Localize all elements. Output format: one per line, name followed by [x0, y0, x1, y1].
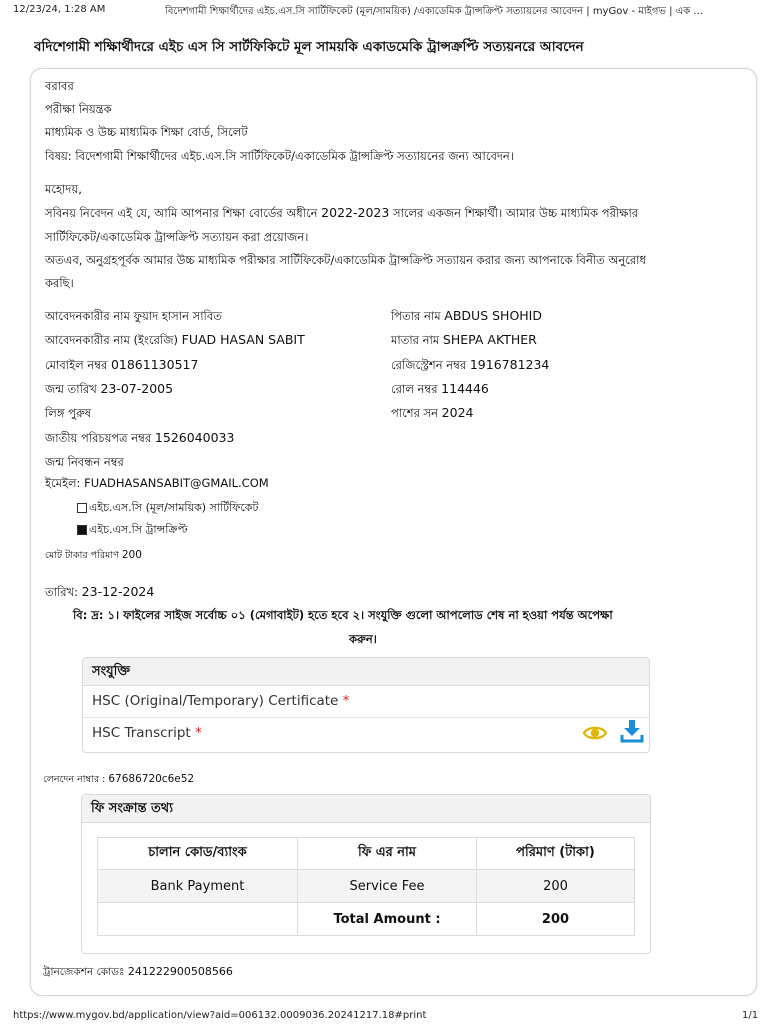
- print-page-title: বিদেশগামী শিক্ষার্থীদের এইচ.এস.সি সার্টিফিকেট (মূল/সাময়িক) /একাডেমিক ট্রান্সক্রিপ্ট সত্যায়নের আবেদন | myGov - মাইগভ | এক ...: [165, 6, 703, 17]
- letter-body-line-4: করছি।: [45, 276, 74, 290]
- option-label: এইচ.এস.সি ট্রান্সক্রিপ্ট: [89, 523, 188, 536]
- page-title: বদিশেগামী শক্ষিার্থীদরে এইচ এস সি সার্টফিকিটে মূল সাময়কি একাডমেকি ট্রান্সক্রপ্টি সত্যয়নরে আবদেন: [34, 39, 584, 55]
- column-header: পরিমাণ (টাকা): [477, 838, 635, 870]
- applicant-email: [45, 475, 269, 494]
- print-footer-url: https://www.mygov.bd/application/view?aid=006132.0009036.20241217.18#print: [13, 1010, 427, 1021]
- field-value: FUAD HASAN SABIT: [181, 332, 305, 347]
- total-amount: [45, 549, 142, 564]
- field-label: মোট টাকার পরিমাণ: [45, 550, 119, 561]
- field-label: লেনদেন নাম্বার :: [43, 774, 106, 785]
- total-value: 200: [477, 903, 635, 936]
- field-label: ট্রানজেকশন কোডঃ: [43, 966, 125, 978]
- field-value: 67686720c6e52: [108, 773, 195, 785]
- field-label: রোল নম্বর: [391, 382, 438, 396]
- attachment-label: HSC Transcript: [92, 725, 191, 741]
- body-text: সালের একজন শিক্ষার্থী। আমার উচ্চ মাধ্যমিক পরীক্ষার: [392, 206, 639, 220]
- mother-name: [391, 332, 537, 351]
- field-value: 2024: [441, 405, 474, 420]
- field-value: 1916781234: [469, 357, 550, 372]
- field-label: জন্ম নিবন্ধন নম্বর: [45, 455, 124, 469]
- applicant-dob: [45, 381, 173, 400]
- field-value: 200: [121, 549, 142, 561]
- letter-body-line-1: [45, 205, 638, 224]
- letter-recipient: পরীক্ষা নিয়ন্ত্রক: [45, 102, 112, 116]
- upload-note: বি: দ্র: ১। ফাইলের সাইজ সর্বোচ্চ ০১ (মেগাবাইট) হতে হবে ২। সংযুক্তি গুলো আপলোড শেষ না হওয়া পর্যন্ত অপেক্ষা: [73, 608, 613, 622]
- table-cell: Bank Payment: [98, 870, 298, 903]
- field-value: SHEPA AKTHER: [442, 332, 537, 347]
- table-cell: [98, 903, 298, 936]
- body-text: সবিনয় নিবেদন এই যে, আমি আপনার শিক্ষা বোর্ডের অধীনে: [45, 206, 318, 220]
- table-cell: Service Fee: [298, 870, 477, 903]
- field-label: মাতার নাম: [391, 333, 440, 347]
- checked-box-icon: [77, 525, 87, 535]
- field-label: তারিখ:: [45, 585, 79, 599]
- registration-number: [391, 357, 549, 376]
- column-header: ফি এর নাম: [298, 838, 477, 870]
- field-label: লিঙ্গ: [45, 406, 65, 420]
- fee-heading: ফি সংক্রান্ত তথ্য: [82, 795, 650, 823]
- field-value: পুরুষ: [68, 406, 92, 420]
- attachment-label: HSC (Original/Temporary) Certificate: [92, 693, 339, 709]
- field-label: আবেদনকারীর নাম: [45, 309, 130, 323]
- option-certificate: [77, 499, 258, 518]
- attachments-panel: [82, 657, 650, 753]
- applicant-gender: [45, 405, 91, 424]
- passing-year: [391, 405, 473, 424]
- field-value: 23-07-2005: [100, 381, 174, 396]
- fee-table-header: [98, 838, 635, 870]
- field-value: 23-12-2024: [81, 584, 155, 599]
- applicant-birth-reg: [45, 454, 124, 473]
- table-row: [98, 870, 635, 903]
- application-card: [30, 68, 757, 996]
- field-value: 01861130517: [110, 357, 199, 372]
- required-marker: *: [342, 693, 350, 709]
- table-cell: 200: [477, 870, 635, 903]
- column-header: চালান কোড/ব্যাংক: [98, 838, 298, 870]
- attachments-heading: সংযুক্তি: [83, 658, 649, 686]
- field-label: পিতার নাম: [391, 309, 441, 323]
- applicant-mobile: [45, 357, 198, 376]
- unchecked-box-icon: [77, 503, 87, 513]
- field-label: আবেদনকারীর নাম (ইংরেজি): [45, 333, 178, 347]
- field-label: রেজিস্ট্রেশন নম্বর: [391, 358, 467, 372]
- session-year: 2022-2023: [321, 205, 390, 220]
- letter-to: বরাবর: [45, 79, 74, 93]
- field-value: ফুয়াদ হাসান সাবিত: [133, 309, 222, 323]
- applicant-name-bn: [45, 308, 222, 327]
- letter-body-line-3: অতএব, অনুগ্রহপূর্বক আমার উচ্চ মাধ্যমিক পরীক্ষার সার্টিফিকেট/একাডেমিক ট্রান্সক্রিপ্ট সত্যায়ন করার জন্য আপনাকে বিনীত অনুরোধ: [45, 253, 646, 267]
- attachment-row-transcript: [83, 718, 649, 749]
- field-value: 114446: [441, 381, 489, 396]
- total-label: Total Amount :: [298, 903, 477, 936]
- field-label: ইমেইল:: [45, 476, 81, 490]
- letter-board: মাধ্যমিক ও উচ্চ মাধ্যমিক শিক্ষা বোর্ড, সিলেট: [45, 125, 248, 139]
- print-header: [0, 0, 768, 22]
- fee-panel: [81, 794, 651, 954]
- letter-body-line-2: সার্টিফিকেট/একাডেমিক ট্রান্সক্রিপ্ট সত্যায়ন করা প্রয়োজন।: [45, 230, 309, 244]
- applicant-name-en: [45, 332, 305, 351]
- field-value: FUADHASANSABIT@GMAIL.COM: [84, 476, 269, 490]
- option-label: এইচ.এস.সি (মূল/সাময়িক) সার্টিফিকেট: [89, 501, 259, 514]
- application-date: [45, 584, 154, 603]
- field-label: জন্ম তারিখ: [45, 382, 97, 396]
- tracking-code: [43, 965, 233, 982]
- father-name: [391, 308, 542, 327]
- print-timestamp: 12/23/24, 1:28 AM: [13, 4, 106, 15]
- applicant-nid: [45, 430, 234, 449]
- roll-number: [391, 381, 489, 400]
- field-value: ABDUS SHOHID: [444, 308, 542, 323]
- upload-note-line-2: করুন।: [349, 632, 377, 646]
- transaction-number: [43, 773, 194, 788]
- letter-salutation: মহোদয়,: [45, 182, 82, 196]
- fee-table: [97, 837, 635, 936]
- field-label: জাতীয় পরিচয়পত্র নম্বর: [45, 431, 152, 445]
- print-page-number: 1/1: [742, 1010, 759, 1021]
- letter-subject: বিষয়: বিদেশগামী শিক্ষার্থীদের এইচ.এস.সি সার্টিফিকেট/একাডেমিক ট্রান্সক্রিপ্ট সত্যায়নের জন্য আবেদন।: [45, 149, 514, 163]
- attachment-row-certificate: [83, 686, 649, 718]
- field-label: পাশের সন: [391, 406, 439, 420]
- field-label: মোবাইল নম্বর: [45, 358, 108, 372]
- field-value: 1526040033: [154, 430, 235, 445]
- download-icon[interactable]: [620, 718, 644, 744]
- total-row: [98, 903, 635, 936]
- option-transcript: [77, 521, 188, 540]
- field-value: 241222900508566: [127, 965, 233, 978]
- required-marker: *: [195, 725, 202, 741]
- eye-icon[interactable]: [582, 720, 608, 746]
